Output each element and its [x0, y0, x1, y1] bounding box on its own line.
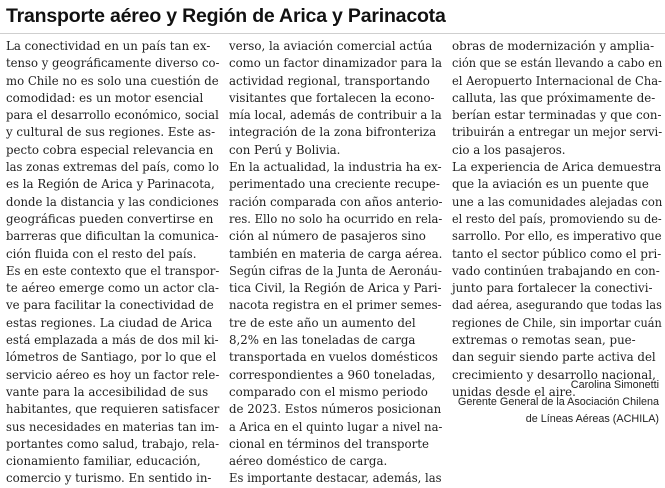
text-line: junto para fortalecer la conectivi- — [452, 281, 653, 296]
text-line: berían estar terminadas y que con- — [452, 108, 662, 123]
text-line: unidas desde el aire. — [452, 384, 576, 399]
text-line: sus necesidades en materias tan im- — [6, 419, 219, 434]
text-line: mo Chile no es solo una cuestión de — [6, 73, 219, 88]
text-line: regiones de Chile, sin importar cuán — [452, 315, 662, 330]
text-line: perimentado una creciente recupe- — [229, 177, 440, 192]
text-line: nacota registra en el primer semes- — [229, 298, 442, 313]
text-line: ve para facilitar la conectividad de — [6, 298, 214, 313]
article-column-1 — [6, 38, 219, 488]
text-line: 8,2% en las toneladas de carga — [229, 333, 416, 348]
text-line: La experiencia de Arica demuestra — [452, 160, 662, 175]
text-line: las zonas extremas del país, como lo — [6, 160, 219, 175]
text-line: tanto el sector público como el pri- — [452, 246, 662, 261]
text-line: sarrollo. Por ello, es imperativo que — [452, 229, 662, 244]
text-line: Es importante destacar, además, las — [229, 471, 442, 486]
text-line: geográficas pueden convertirse en — [6, 211, 214, 226]
text-line: actividad regional, transportando — [229, 73, 430, 88]
article-column-2 — [229, 38, 442, 488]
text-line: mía local, además de contribuir a la — [229, 108, 442, 123]
text-line: ración comparada con años anterio- — [229, 194, 443, 209]
text-line: está emplazada a más de dos mil ki- — [6, 333, 219, 348]
title-divider — [0, 33, 665, 34]
text-line: extremas o remotas sean, pue- — [452, 333, 636, 348]
text-line: dan seguir siendo parte activa del — [452, 350, 656, 365]
text-line: ción al número de pasajeros sino — [229, 229, 426, 244]
text-line: servicio aéreo es hoy un factor rele- — [6, 367, 220, 382]
text-line: habitantes, que requieren satisfacer — [6, 402, 220, 417]
text-line: con Perú y Bolivia. — [229, 142, 341, 157]
text-line: crecimiento y desarrollo nacional, — [452, 367, 656, 382]
text-line: tribuirán a entregar un mejor servi- — [452, 125, 663, 140]
article-column-3 — [452, 38, 662, 401]
text-line: La conectividad en un país tan ex- — [6, 39, 211, 53]
text-line: te aéreo emerge como un actor cla- — [6, 281, 219, 296]
text-line: obras de modernización y amplia- — [452, 39, 655, 53]
text-line: también en materia de carga aérea. — [229, 246, 443, 261]
text-line: ción que se están llevando a cabo en — [452, 56, 663, 71]
text-line: barreras que dificultan la comunica- — [6, 229, 219, 244]
text-line: el resto del país, promoviendo su de- — [452, 211, 662, 226]
text-line: pecto cobra especial relevancia en — [6, 142, 214, 157]
text-line: aéreo doméstico de carga. — [229, 454, 388, 469]
text-line: integración de la zona bifronteriza — [229, 125, 437, 140]
text-line: En la actualidad, la industria ha ex- — [229, 160, 442, 175]
text-line: tre de este año un aumento del — [229, 315, 416, 330]
text-line: comodidad: es un motor esencial — [6, 90, 204, 105]
text-line: calluta, las que próximamente de- — [452, 90, 656, 105]
text-line: portantes como salud, trabajo, rela- — [6, 436, 220, 451]
text-line: como un factor dinamizador para la — [229, 56, 442, 71]
text-line: vado continúen trabajando en con- — [452, 263, 660, 278]
text-line: verso, la aviación comercial actúa — [229, 39, 433, 53]
text-line: cional en términos del transporte — [229, 436, 429, 451]
author-title-line-1: Gerente General de la Asociación Chilena — [457, 396, 659, 408]
text-line: para el desarrollo económico, social — [6, 108, 219, 123]
author-name: Carolina Simonetti — [570, 379, 659, 391]
text-line: cionamiento familiar, educación, — [6, 454, 201, 469]
text-line: ción fluida con el resto del país. — [6, 246, 197, 261]
text-line: donde la distancia y las condiciones — [6, 194, 219, 209]
text-line: tica Civil, la Región de Arica y Pari- — [229, 281, 442, 296]
text-line: une a las comunidades alejadas con — [452, 194, 663, 209]
text-line: transportada en vuelos domésticos — [229, 350, 438, 365]
text-line: a Arica en el quinto lugar a nivel na- — [229, 419, 443, 434]
text-line: tenso y geográficamente diverso co- — [6, 56, 220, 71]
text-line: el Aeropuerto Internacional de Cha- — [452, 73, 662, 88]
text-line: lómetros de Santiago, por lo que el — [6, 350, 217, 365]
text-line: comercio y turismo. En sentido in- — [6, 471, 212, 486]
article-title: Transporte aéreo y Región de Arica y Parinacota — [6, 5, 446, 27]
text-line: visitantes que fortalecen la econo- — [229, 90, 435, 105]
text-line: comparado con el mismo periodo — [229, 384, 428, 399]
text-line: es la Región de Arica y Parinacota, — [6, 177, 215, 192]
text-line: correspondientes a 960 toneladas, — [229, 367, 436, 382]
text-line: Es en este contexto que el transpor- — [6, 263, 220, 278]
text-line: de 2023. Estos números posicionan — [229, 402, 442, 417]
text-line: vante para la accesibilidad de sus — [6, 384, 209, 399]
text-line: Según cifras de la Junta de Aeronáu- — [229, 263, 442, 278]
text-line: dad aérea, asegurando que todas las — [452, 298, 662, 313]
text-line: que la aviación es un puente que — [452, 177, 649, 192]
text-line: res. Ello no solo ha ocurrido en rela- — [229, 211, 443, 226]
text-line: estas regiones. La ciudad de Arica — [6, 315, 213, 330]
text-line: y cultural de sus regiones. Este as- — [6, 125, 216, 140]
author-title-line-2: de Líneas Aéreas (ACHILA) — [525, 413, 659, 425]
text-line: cio a los pasajeros. — [452, 142, 566, 157]
